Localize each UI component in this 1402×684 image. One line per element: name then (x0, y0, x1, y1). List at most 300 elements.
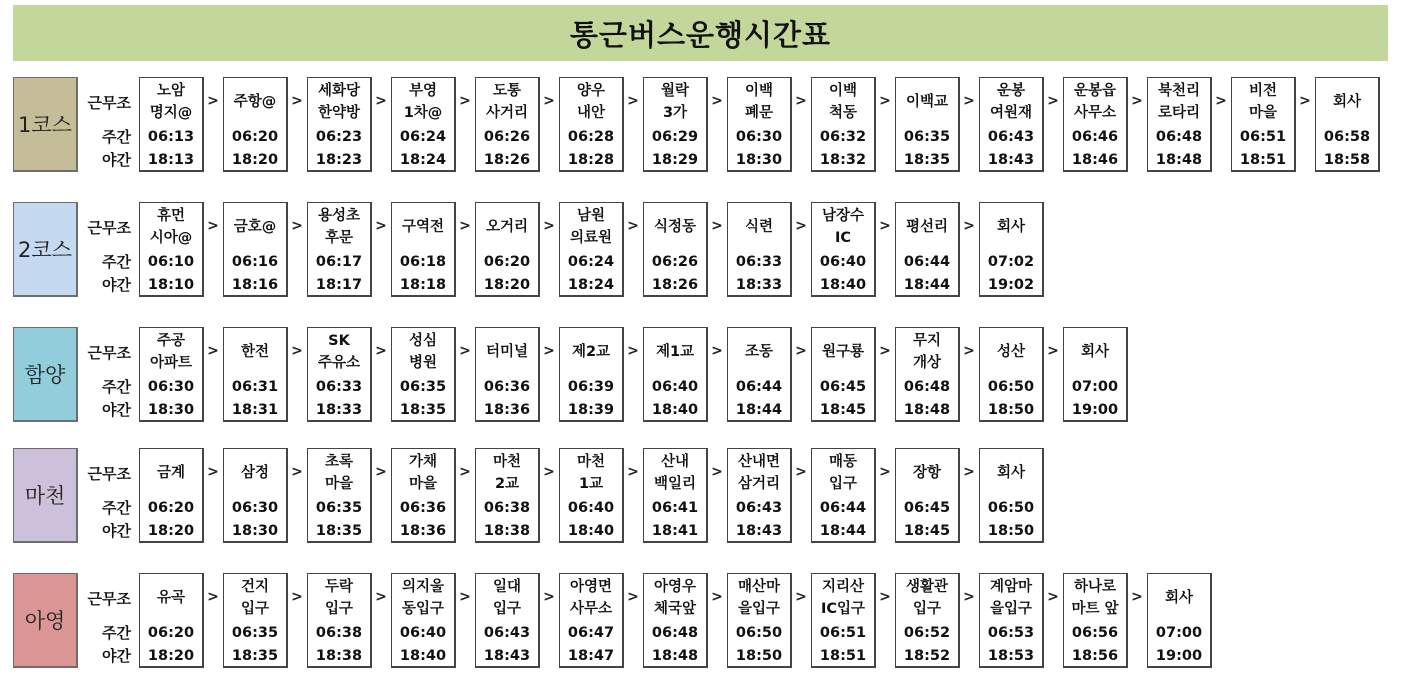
day-time: 06:13 (147, 129, 195, 145)
stop-name (980, 449, 1042, 497)
night-time: 18:38 (315, 648, 363, 664)
arrow-icon: > (291, 589, 303, 605)
stop-cell (727, 202, 792, 297)
stop-name-line: 입구 (240, 601, 269, 617)
arrow-icon: > (795, 343, 807, 359)
stop-name-line: 사무소 (569, 601, 613, 617)
day-time: 06:51 (1239, 129, 1287, 145)
night-time: 18:30 (147, 402, 195, 418)
stop-cell (223, 327, 288, 422)
stop-name (560, 78, 622, 126)
stop-name-line: 삼거리 (737, 476, 781, 492)
night-time: 18:48 (651, 648, 699, 664)
stop-name (140, 78, 202, 126)
stop-cell (559, 573, 624, 668)
stop-cell (811, 448, 876, 543)
stop-name (896, 203, 958, 251)
stop-name (1064, 78, 1126, 126)
night-time: 18:33 (315, 402, 363, 418)
arrow-icon: > (795, 93, 807, 109)
stop-cell (139, 202, 204, 297)
stop-cell (895, 448, 960, 543)
stop-cell (643, 448, 708, 543)
stop-cell (979, 327, 1044, 422)
day-time: 06:50 (735, 625, 783, 641)
day-time: 06:50 (987, 500, 1035, 516)
stop-cell (1063, 327, 1128, 422)
stop-name-line: 마을 (324, 476, 353, 492)
stop-name (812, 328, 874, 376)
stop-name-line: 회사 (1332, 94, 1361, 110)
arrow-icon: > (207, 218, 219, 234)
day-time: 06:26 (651, 254, 699, 270)
day-time: 06:29 (651, 129, 699, 145)
stop-cell (139, 77, 204, 172)
stop-name-line: 폐문 (744, 105, 773, 121)
day-time: 06:52 (903, 625, 951, 641)
night-time: 18:20 (483, 277, 531, 293)
arrow-icon: > (1215, 93, 1227, 109)
stop-cell (475, 77, 540, 172)
arrow-icon: > (459, 93, 471, 109)
stop-name (308, 328, 370, 376)
stop-name-line: 이백교 (905, 94, 949, 110)
day-label: 주간 (102, 378, 131, 396)
arrow-icon: > (795, 464, 807, 480)
stop-name-line: 척동 (828, 105, 857, 121)
day-time: 06:44 (819, 500, 867, 516)
night-time: 18:26 (651, 277, 699, 293)
stop-name (896, 328, 958, 376)
route-row (13, 77, 1393, 173)
stop-cell (1231, 77, 1296, 172)
stop-name (392, 574, 454, 622)
day-time: 06:20 (147, 625, 195, 641)
night-time: 18:52 (903, 648, 951, 664)
day-time: 06:43 (483, 625, 531, 641)
stop-name (728, 449, 790, 497)
arrow-icon: > (711, 464, 723, 480)
day-label: 주간 (102, 128, 131, 146)
stop-name-line: 비전 (1248, 83, 1277, 99)
night-label: 야간 (102, 401, 131, 419)
day-time: 06:16 (231, 254, 279, 270)
day-time: 06:18 (399, 254, 447, 270)
night-time: 18:24 (567, 277, 615, 293)
stop-name (980, 574, 1042, 622)
day-time: 06:20 (483, 254, 531, 270)
stop-cell (643, 202, 708, 297)
arrow-icon: > (291, 343, 303, 359)
stop-name (728, 78, 790, 126)
stop-name-line: 세화당 (317, 83, 361, 99)
stop-cell (391, 202, 456, 297)
night-time: 18:31 (231, 402, 279, 418)
stop-name-line: 주항@ (233, 94, 277, 110)
night-time: 18:35 (399, 402, 447, 418)
stop-name-line: 회사 (996, 219, 1025, 235)
stop-cell (139, 448, 204, 543)
stop-name-line: 남원 (576, 208, 605, 224)
stop-name-line: 용성초 (317, 208, 361, 224)
stop-name (728, 574, 790, 622)
stop-name-line: 체국앞 (653, 601, 697, 617)
stop-name-line: 내안 (576, 105, 605, 121)
stop-cell (559, 327, 624, 422)
night-time: 18:35 (315, 523, 363, 539)
stop-name (644, 574, 706, 622)
stop-cell (391, 327, 456, 422)
stop-name (1232, 78, 1294, 126)
day-time: 06:41 (651, 500, 699, 516)
night-time: 18:33 (735, 277, 783, 293)
stop-cell (979, 202, 1044, 297)
arrow-icon: > (711, 343, 723, 359)
day-time: 06:20 (231, 129, 279, 145)
arrow-icon: > (375, 589, 387, 605)
arrow-icon: > (963, 343, 975, 359)
night-time: 18:40 (567, 523, 615, 539)
day-time: 06:40 (399, 625, 447, 641)
shift-label: 근무조 (87, 465, 131, 483)
night-time: 18:51 (819, 648, 867, 664)
stop-name-line: 의료원 (569, 230, 613, 246)
arrow-icon: > (459, 589, 471, 605)
stop-name-line: 회사 (1164, 590, 1193, 606)
day-time: 06:39 (567, 379, 615, 395)
stop-name (308, 574, 370, 622)
day-time: 06:45 (819, 379, 867, 395)
stop-name (896, 449, 958, 497)
day-time: 06:35 (399, 379, 447, 395)
stop-cell (1315, 77, 1380, 172)
stop-cell (1147, 77, 1212, 172)
stop-name-line: 회사 (996, 465, 1025, 481)
night-time: 18:17 (315, 277, 363, 293)
stop-cell (979, 77, 1044, 172)
stop-name (308, 203, 370, 251)
arrow-icon: > (375, 343, 387, 359)
stop-name (980, 328, 1042, 376)
stop-name (812, 78, 874, 126)
arrow-icon: > (207, 464, 219, 480)
arrow-icon: > (1047, 589, 1059, 605)
stop-name (476, 203, 538, 251)
stop-name (224, 203, 286, 251)
stop-cell (307, 77, 372, 172)
arrow-icon: > (543, 464, 555, 480)
night-label: 야간 (102, 276, 131, 294)
stop-name (224, 78, 286, 126)
route-row (13, 327, 1393, 423)
day-time: 06:51 (819, 625, 867, 641)
stop-name-line: 이백 (828, 83, 857, 99)
stop-name-line: 구역전 (401, 219, 445, 235)
stop-name (476, 78, 538, 126)
arrow-icon: > (963, 589, 975, 605)
stop-cell (139, 573, 204, 668)
stop-name (1316, 78, 1378, 126)
stop-name (140, 574, 202, 622)
stop-name (224, 574, 286, 622)
route-row (13, 448, 1393, 544)
night-time: 18:51 (1239, 152, 1287, 168)
night-time: 18:40 (399, 648, 447, 664)
stop-cell (307, 327, 372, 422)
stop-name-line: 주공 (156, 333, 185, 349)
arrow-icon: > (963, 93, 975, 109)
stop-name-line: 백일리 (653, 476, 697, 492)
night-time: 18:10 (147, 277, 195, 293)
arrow-icon: > (375, 464, 387, 480)
stop-name (392, 78, 454, 126)
stop-name-line: 1교 (578, 476, 604, 492)
stop-cell (811, 573, 876, 668)
night-time: 18:40 (651, 402, 699, 418)
stop-name (980, 78, 1042, 126)
day-time: 07:00 (1155, 625, 1203, 641)
course-label: 1코스 (13, 77, 78, 172)
stop-name-line: 입구 (324, 601, 353, 617)
night-time: 18:36 (399, 523, 447, 539)
day-time: 06:33 (735, 254, 783, 270)
day-time: 06:24 (399, 129, 447, 145)
stop-name-line: 식정동 (653, 219, 697, 235)
stop-cell (559, 202, 624, 297)
stop-name-line: 하나로 (1073, 579, 1117, 595)
stop-name (1148, 78, 1210, 126)
day-time: 06:10 (147, 254, 195, 270)
arrow-icon: > (963, 464, 975, 480)
arrow-icon: > (207, 343, 219, 359)
stop-name-line: 성산 (996, 344, 1025, 360)
stop-name-line: 의지울 (401, 579, 445, 595)
stop-name-line: 성심 (408, 333, 437, 349)
arrow-icon: > (1131, 93, 1143, 109)
stop-cell (1147, 573, 1212, 668)
stop-name (140, 449, 202, 497)
stop-cell (307, 573, 372, 668)
stop-cell (391, 448, 456, 543)
stop-name (140, 203, 202, 251)
stop-name (896, 574, 958, 622)
shift-label: 근무조 (87, 344, 131, 362)
arrow-icon: > (627, 589, 639, 605)
night-time: 18:48 (1155, 152, 1203, 168)
stop-name-line: 부영 (408, 83, 437, 99)
day-time: 06:35 (315, 500, 363, 516)
stop-name (728, 203, 790, 251)
stop-name-line: 을입구 (737, 601, 781, 617)
night-time: 18:30 (735, 152, 783, 168)
day-time: 06:50 (987, 379, 1035, 395)
night-time: 18:40 (819, 277, 867, 293)
night-time: 18:35 (903, 152, 951, 168)
arrow-icon: > (879, 343, 891, 359)
stop-cell (1063, 573, 1128, 668)
stop-cell (559, 77, 624, 172)
stop-cell (895, 202, 960, 297)
night-time: 18:26 (483, 152, 531, 168)
day-time: 06:32 (819, 129, 867, 145)
day-time: 06:33 (315, 379, 363, 395)
day-label: 주간 (102, 253, 131, 271)
arrow-icon: > (1299, 93, 1311, 109)
stop-name (140, 328, 202, 376)
day-time: 06:28 (567, 129, 615, 145)
stop-name-line: 삼정 (240, 465, 269, 481)
arrow-icon: > (1047, 343, 1059, 359)
day-time: 06:46 (1071, 129, 1119, 145)
stop-name-line: 휴먼 (156, 208, 185, 224)
arrow-icon: > (627, 218, 639, 234)
night-time: 18:45 (819, 402, 867, 418)
night-label: 야간 (102, 647, 131, 665)
course-label: 2코스 (13, 202, 78, 297)
stop-name-line: 제1교 (655, 344, 695, 360)
night-time: 18:16 (231, 277, 279, 293)
day-time: 06:30 (147, 379, 195, 395)
stop-name-line: 마천 (492, 454, 521, 470)
shift-label: 근무조 (87, 219, 131, 237)
stop-name-line: 원구룡 (821, 344, 865, 360)
night-time: 18:24 (399, 152, 447, 168)
stop-cell (559, 448, 624, 543)
stop-name (392, 328, 454, 376)
arrow-icon: > (627, 464, 639, 480)
stop-name-line: 주유소 (317, 355, 361, 371)
stop-name (476, 328, 538, 376)
stop-name-line: 건지 (240, 579, 269, 595)
stop-name (1064, 328, 1126, 376)
stop-name-line: 사무소 (1073, 105, 1117, 121)
night-time: 18:43 (987, 152, 1035, 168)
arrow-icon: > (1047, 93, 1059, 109)
stop-name-line: 장항 (912, 465, 941, 481)
stop-name-line: 마을 (408, 476, 437, 492)
night-time: 18:20 (147, 523, 195, 539)
night-time: 18:20 (231, 152, 279, 168)
stop-name (812, 449, 874, 497)
arrow-icon: > (375, 218, 387, 234)
day-time: 07:02 (987, 254, 1035, 270)
day-time: 06:36 (483, 379, 531, 395)
arrow-icon: > (291, 464, 303, 480)
stop-name-line: 이백 (744, 83, 773, 99)
stop-name-line: 금호@ (233, 219, 277, 235)
night-time: 18:29 (651, 152, 699, 168)
stop-cell (475, 448, 540, 543)
stop-cell (475, 327, 540, 422)
stop-name-line: IC (834, 230, 852, 246)
night-time: 18:45 (903, 523, 951, 539)
arrow-icon: > (543, 343, 555, 359)
stop-name-line: 여원재 (989, 105, 1033, 121)
stop-name-line: 운봉 (996, 83, 1025, 99)
stop-name (644, 328, 706, 376)
stop-name (812, 203, 874, 251)
stop-name (392, 449, 454, 497)
stop-name-line: 도통 (492, 83, 521, 99)
stop-cell (475, 573, 540, 668)
stop-cell (979, 573, 1044, 668)
night-time: 18:18 (399, 277, 447, 293)
arrow-icon: > (459, 218, 471, 234)
night-time: 19:00 (1155, 648, 1203, 664)
stop-name-line: 입구 (912, 601, 941, 617)
night-time: 18:43 (483, 648, 531, 664)
stop-name-line: SK (328, 333, 350, 349)
stop-cell (895, 77, 960, 172)
arrow-icon: > (711, 589, 723, 605)
stop-name (224, 449, 286, 497)
stop-cell (643, 573, 708, 668)
day-time: 06:17 (315, 254, 363, 270)
day-time: 06:48 (1155, 129, 1203, 145)
stop-name-line: 무지 (912, 333, 941, 349)
route-row (13, 202, 1393, 298)
stop-name-line: 1차@ (403, 105, 443, 121)
stop-name (1148, 574, 1210, 622)
route-row (13, 573, 1393, 669)
night-time: 18:41 (651, 523, 699, 539)
night-time: 18:56 (1071, 648, 1119, 664)
night-time: 18:32 (819, 152, 867, 168)
stop-cell (811, 327, 876, 422)
stop-name-line: 산내면 (737, 454, 781, 470)
stop-name-line: IC입구 (820, 601, 866, 617)
stop-name (896, 78, 958, 126)
day-label: 주간 (102, 499, 131, 517)
stop-name-line: 조동 (744, 344, 773, 360)
day-time: 06:44 (903, 254, 951, 270)
day-time: 06:24 (567, 254, 615, 270)
stop-name-line: 오거리 (485, 219, 529, 235)
stop-name-line: 2교 (494, 476, 520, 492)
night-time: 18:50 (987, 402, 1035, 418)
day-time: 06:35 (231, 625, 279, 641)
night-time: 18:48 (903, 402, 951, 418)
stop-cell (895, 573, 960, 668)
stop-name (560, 574, 622, 622)
stop-name-line: 양우 (576, 83, 605, 99)
stop-name-line: 마천 (576, 454, 605, 470)
stop-cell (1063, 77, 1128, 172)
stop-name-line: 지리산 (821, 579, 865, 595)
stop-name-line: 유곡 (156, 590, 185, 606)
day-time: 06:43 (987, 129, 1035, 145)
stop-name-line: 시아@ (149, 230, 193, 246)
day-time: 06:58 (1323, 129, 1371, 145)
day-time: 06:38 (315, 625, 363, 641)
stop-cell (727, 77, 792, 172)
night-time: 18:35 (231, 648, 279, 664)
stop-name-line: 입구 (828, 476, 857, 492)
night-time: 18:28 (567, 152, 615, 168)
stop-name-line: 후문 (324, 230, 353, 246)
stop-cell (979, 448, 1044, 543)
row-labels (83, 202, 135, 296)
day-time: 06:26 (483, 129, 531, 145)
stop-name-line: 로타리 (1157, 105, 1201, 121)
course-label: 아영 (13, 573, 78, 668)
day-time: 06:40 (819, 254, 867, 270)
page-title: 통근버스운행시간표 (13, 5, 1388, 61)
stop-name-line: 생활관 (905, 579, 949, 595)
stop-name-line: 입구 (492, 601, 521, 617)
stop-name (644, 78, 706, 126)
row-labels (83, 448, 135, 542)
